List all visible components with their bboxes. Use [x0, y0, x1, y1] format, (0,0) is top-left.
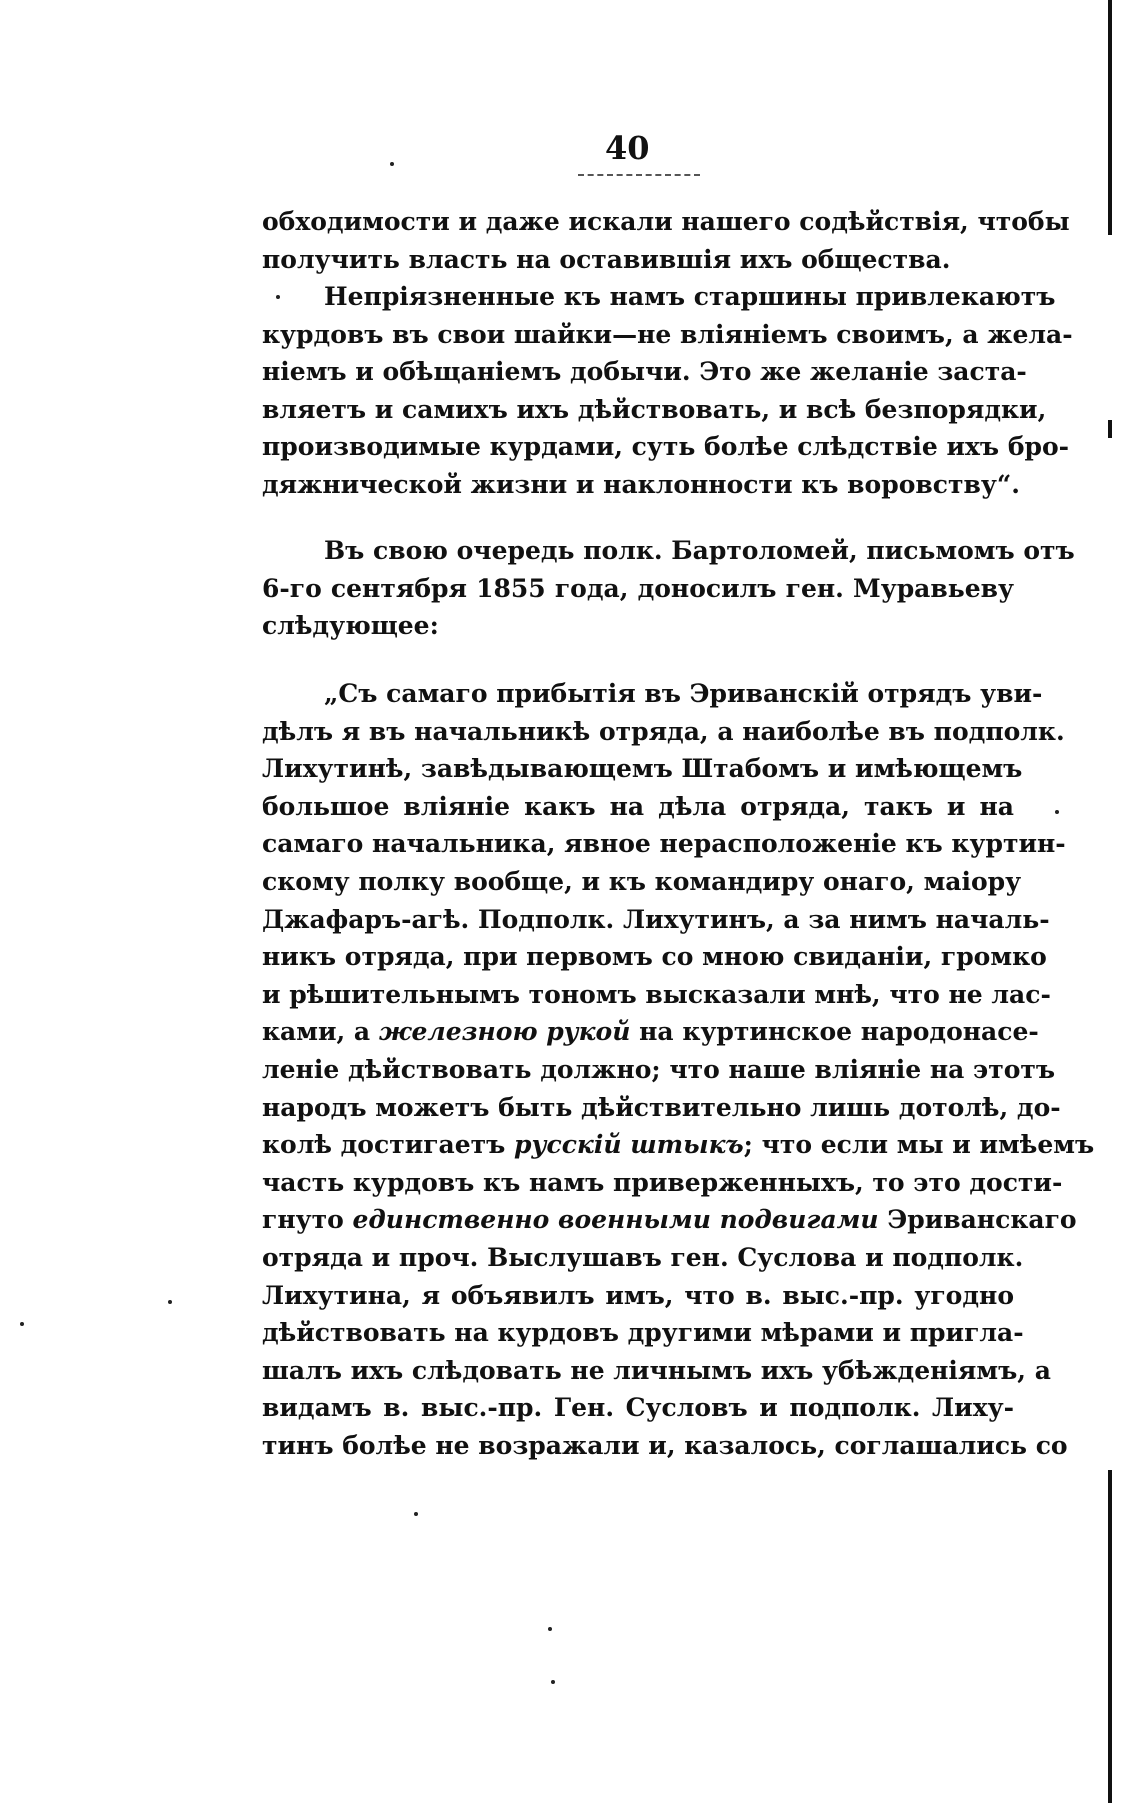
- text-line: и рѣшительнымъ тономъ высказали мнѣ, что не лас-: [262, 979, 1051, 1009]
- text-fragment: на куртинское народонасе-: [639, 1017, 1039, 1047]
- text-fragment: колѣ достигаетъ: [262, 1130, 506, 1160]
- text-line: тинъ болѣе не возражали и, казалось, соглашались со: [262, 1430, 1068, 1460]
- text-line: дяжнической жизни и наклонности къ воровству“.: [262, 469, 1020, 499]
- text-line: дѣйствовать на курдовъ другими мѣрами и пригла-: [262, 1318, 1024, 1348]
- text-line: Лихутинѣ, завѣдывающемъ Штабомъ и имѣющемъ: [262, 754, 1023, 784]
- scan-speck: [548, 1627, 552, 1631]
- text-fragment: ; что если мы и имѣемъ: [743, 1130, 1095, 1160]
- text-line: леніе дѣйствовать должно; что наше вліяніе на этотъ: [262, 1054, 1056, 1084]
- scan-speck: [276, 295, 280, 299]
- text-line: отряда и проч. Выслушавъ ген. Суслова и подполк.: [262, 1242, 1024, 1272]
- text-line: производимые курдами, суть болѣе слѣдствіе ихъ бро-: [262, 432, 1070, 462]
- scan-speck: [390, 162, 394, 166]
- scan-speck: [551, 1680, 555, 1684]
- paragraph-hostile-elders: [262, 278, 1073, 504]
- text-line: [262, 1013, 1039, 1051]
- paragraph-quotation: [262, 675, 1095, 1464]
- page-edge-shadow: [1108, 0, 1112, 235]
- scan-speck: [20, 1322, 24, 1326]
- text-line: скому полку вообще, и къ командиру онаго, маіору: [262, 866, 1022, 896]
- text-line: вляетъ и самихъ ихъ дѣйствовать, и всѣ безпорядки,: [262, 394, 1047, 424]
- scan-speck: [1055, 810, 1059, 814]
- text-line: Непріязненные къ намъ старшины привлекаютъ: [324, 282, 1056, 311]
- page-edge-shadow: [1108, 1470, 1112, 1803]
- text-line: Джафаръ-агѣ. Подполк. Лихутинъ, а за нимъ началь-: [262, 904, 1050, 934]
- page-number-rule: [578, 174, 700, 176]
- text-line: шалъ ихъ слѣдовать не личнымъ ихъ убѣжденіямъ, а: [262, 1355, 1051, 1385]
- text-line: народъ можетъ быть дѣйствительно лишь дотолѣ, до-: [262, 1092, 1061, 1122]
- text-line: дѣлъ я въ начальникѣ отряда, а наиболѣе въ подполк.: [262, 716, 1065, 746]
- italic-emphasis: единственно военными подвигами: [352, 1205, 879, 1235]
- text-line: получить власть на оставившія ихъ общества.: [262, 244, 951, 274]
- text-line: [262, 1201, 1077, 1239]
- text-fragment: Эриванскаго: [887, 1205, 1077, 1235]
- text-line: ніемъ и обѣщаніемъ добычи. Это же желаніе заста-: [262, 357, 1027, 387]
- text-line: никъ отряда, при первомъ со мною свиданіи, громко: [262, 942, 1047, 972]
- paragraph-bartolomei-letter: [262, 532, 1075, 645]
- page-edge-shadow: [1108, 420, 1112, 438]
- text-line: слѣдующее:: [262, 611, 439, 641]
- text-line: самаго начальника, явное нерасположеніе къ куртин-: [262, 829, 1066, 859]
- text-line: видамъ в. выс.-пр. Ген. Сусловъ и подполк. Лиху-: [262, 1393, 1014, 1423]
- text-fragment: ками, а: [262, 1017, 371, 1047]
- text-fragment: гнуто: [262, 1205, 344, 1235]
- italic-emphasis: железною рукой: [378, 1017, 631, 1047]
- italic-emphasis: русскій штыкъ: [514, 1130, 744, 1160]
- text-line: большое вліяніе какъ на дѣла отряда, такъ и на: [262, 791, 1014, 821]
- scan-speck: [168, 1300, 172, 1304]
- text-line: Въ свою очередь полк. Бартоломей, письмомъ отъ: [324, 536, 1075, 565]
- text-line: „Съ самаго прибытія въ Эриванскій отрядъ уви-: [324, 679, 1043, 708]
- text-line: обходимости и даже искали нашего содѣйствія, чтобы: [262, 207, 1070, 236]
- text-line: Лихутина, я объявилъ имъ, что в. выс.-пр. угодно: [262, 1280, 1014, 1310]
- text-line: [262, 1126, 1095, 1164]
- text-line: курдовъ въ свои шайки—не вліяніемъ своимъ, а жела-: [262, 319, 1073, 349]
- text-line: часть курдовъ къ намъ приверженныхъ, то это дости-: [262, 1167, 1063, 1197]
- scan-speck: [414, 1512, 418, 1516]
- page-number: 40: [605, 129, 650, 167]
- text-line: 6-го сентября 1855 года, доносилъ ген. Муравьеву: [262, 573, 1014, 603]
- paragraph-continuation: [262, 203, 1070, 278]
